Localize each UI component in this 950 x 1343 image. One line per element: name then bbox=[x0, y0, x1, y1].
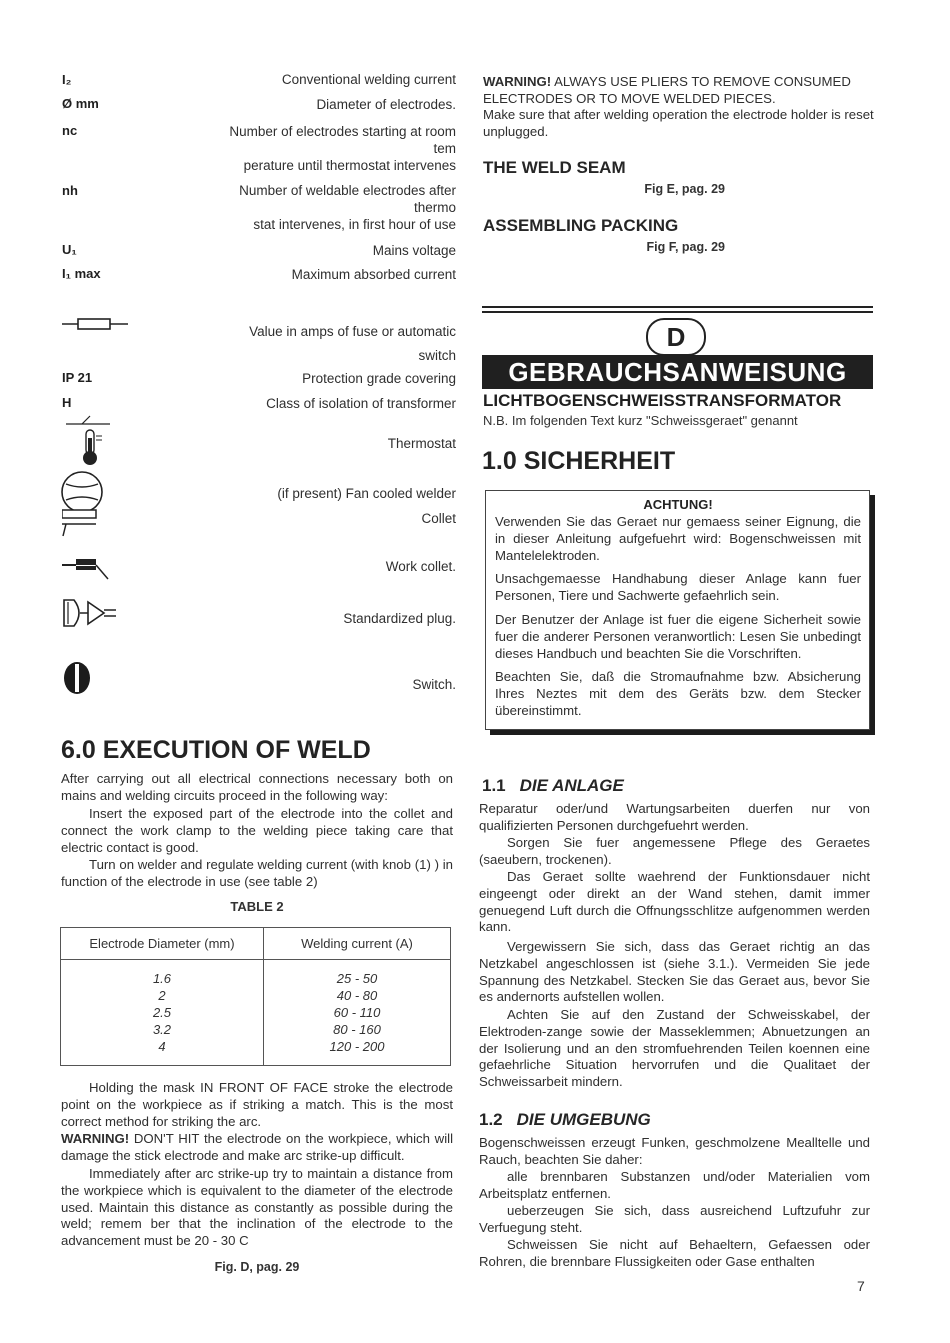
umgebung-paragraph-4: Schweissen Sie nicht auf Behaeltern, Gefaessen oder Rohren, die brennbare Flussigkeiten oder Gase enthalten bbox=[479, 1237, 870, 1269]
right-warning bbox=[483, 73, 874, 107]
warning-box-paragraph-4: Beachten Sie, daß die Stromaufnahme bzw. Absicherung Ihres Neztes mit dem des Geräts bzw. dem Stecker übereinstimmt. bbox=[495, 669, 861, 718]
legend-desc-diameter: Diameter of electrodes. bbox=[316, 97, 456, 112]
right-warning-text: ALWAYS USE PLIERS TO REMOVE CONSUMED ELECTRODES OR TO MOVE WELDED PIECES. bbox=[483, 74, 851, 106]
legend-symbol-ip21: IP 21 bbox=[62, 370, 93, 385]
table-header-current: Welding current (A) bbox=[264, 928, 451, 960]
warning-box-paragraph-1: Verwenden Sie das Geraet nur gemaess seiner Eignung, die in dieser Anleitung aufgefuehrt wird: Bogenschweissen mit Mantelelektroden. bbox=[495, 514, 861, 563]
section-heading-sicherheit: 1.0 SICHERHEIT bbox=[482, 447, 676, 475]
subsection-number-1-1: 1.1 bbox=[482, 776, 506, 795]
work-collet-icon bbox=[62, 555, 114, 581]
assembling-packing-reference: Fig F, pag. 29 bbox=[646, 240, 725, 254]
assembling-packing-heading: ASSEMBLING PACKING bbox=[483, 216, 679, 235]
section-divider-bottom bbox=[482, 311, 873, 313]
collet-icon bbox=[62, 508, 102, 538]
umgebung-paragraph-1: Bogenschweissen erzeugt Funken, geschmolzene Mealltelle und Rauch, beachten Sie daher: bbox=[479, 1135, 870, 1167]
table-cell-diameters: 1.6 2 2.5 3.2 4 bbox=[61, 960, 264, 1066]
subsection-heading-umgebung bbox=[479, 1110, 651, 1130]
subsection-number-1-2: 1.2 bbox=[479, 1110, 503, 1129]
weld-seam-reference: Fig E, pag. 29 bbox=[644, 182, 725, 196]
legend-desc-work-collet: Work collet. bbox=[385, 559, 456, 574]
warning-label: WARNING! bbox=[61, 1131, 130, 1146]
thermostat-icon bbox=[64, 410, 114, 468]
table-header-diameter: Electrode Diameter (mm) bbox=[61, 928, 264, 960]
legend-symbol-nh: nh bbox=[62, 183, 78, 198]
right-warning-text-2: Make sure that after welding operation the electrode holder is reset unplugged. bbox=[483, 107, 874, 139]
warning-box-paragraph-3: Der Benutzer der Anlage ist fuer die eigene Sicherheit sowie fuer die anderer Personen veranwortlich: Lesen Sie unbedingt dieses Handbuch und beachten Sie die Vorschriften. bbox=[495, 611, 861, 661]
execution-paragraph-2: Insert the exposed part of the electrode into the collet and connect the work clamp to the welding piece taking care that electric contact is good. bbox=[61, 806, 453, 855]
subsection-title-umgebung: DIE UMGEBUNG bbox=[516, 1110, 651, 1129]
legend-desc-thermostat: Thermostat bbox=[387, 436, 456, 451]
anlage-paragraph-2: Sorgen Sie fuer angemessene Pflege des Geraetes (saeubern, trockenen). bbox=[479, 835, 870, 867]
warning-text: DON'T HIT the electrode on the workpiece, which will damage the stick electrode and make arc strike-up difficult. bbox=[61, 1131, 453, 1163]
fig-d-reference: Fig. D, pag. 29 bbox=[214, 1260, 300, 1274]
legend-desc-nc: Number of electrodes starting at room tem perature until thermostat intervenes bbox=[229, 124, 456, 173]
execution-warning bbox=[61, 1131, 453, 1165]
table-cell-currents: 25 - 50 40 - 80 60 - 110 80 - 160 120 - 200 bbox=[264, 960, 451, 1066]
language-badge: D bbox=[646, 318, 706, 356]
umgebung-paragraph-3: ueberzeugen Sie sich, dass ausreichend Luftzufuhr zur Verfuegung steht. bbox=[479, 1203, 870, 1235]
warning-box bbox=[485, 490, 870, 730]
legend-desc-h: Class of isolation of transformer bbox=[266, 396, 456, 411]
anlage-paragraph-3: Das Geraet sollte waehrend der Funktionsdauer nicht eingeengt oder direkt an der Wand stehen, damit immer genuegend Luft durch die Offnungsschlitze aufgenommen werden kann. bbox=[479, 869, 870, 935]
weld-seam-heading: THE WELD SEAM bbox=[483, 158, 626, 177]
anlage-paragraph-4: Vergewissern Sie sich, dass das Geraet richtig an das Netzkabel angeschlossen ist (siehe 3.1.). Vermeiden Sie jede Spannung des Netzkabel. Stecken Sie das Geraet aus, bevor Sie es andernorts aufstellen wollen. bbox=[479, 939, 870, 1005]
legend-desc-i2: Conventional welding current bbox=[281, 72, 456, 87]
legend-symbol-h: H bbox=[62, 395, 72, 410]
section-divider-top bbox=[482, 306, 873, 308]
legend-desc-ip21: Protection grade covering bbox=[302, 371, 456, 386]
right-warning-label: WARNING! bbox=[483, 74, 552, 89]
execution-paragraph-3: Turn on welder and regulate welding current (with knob (1) ) in function of the electrode in use (see table 2) bbox=[61, 857, 453, 889]
anlage-paragraph-1: Reparatur oder/und Wartungsarbeiten duerfen nur von qualifizierten Personen durchgefuehrt werden. bbox=[479, 801, 870, 833]
legend-desc-switch: Switch. bbox=[412, 677, 456, 692]
execution-paragraph-1: After carrying out all electrical connections necessary both on mains and welding circuits proceed in the following way: bbox=[61, 771, 453, 803]
legend-symbol-u1: U₁ bbox=[62, 242, 77, 257]
legend-desc-nh: Number of weldable electrodes after thermo stat intervenes, in first hour of use bbox=[239, 183, 456, 232]
subsection-heading-anlage bbox=[482, 776, 624, 796]
umgebung-paragraph-2: alle brennbaren Substanzen und/oder Materialien vom Arbeitsplatz entfernen. bbox=[479, 1169, 870, 1201]
document-title: LICHTBOGENSCHWEISSTRANSFORMATOR bbox=[483, 391, 842, 410]
subsection-title-anlage: DIE ANLAGE bbox=[519, 776, 624, 795]
warning-box-paragraph-2: Unsachgemaesse Handhabung dieser Anlage kann fuer Personen, Tiere und Sachwerte gefaehrlich sein. bbox=[495, 571, 861, 604]
electrode-table bbox=[60, 927, 451, 1066]
page-number: 7 bbox=[857, 1278, 865, 1294]
execution-paragraph-6: Immediately after arc strike-up try to maintain a distance from the workpiece which is equivalent to the diameter of the electrode used. Maintain this distance as constantly as possible during the weld; remem ber that the inclination of the electrode to the advancement must be 20 - 30 C bbox=[61, 1166, 453, 1249]
anlage-paragraph-5: Achten Sie auf den Zustand der Schweisskabel, der Elektroden-zange sowie der Masseklemmen; Abnuetzungen an der Isolierung und an den stromfuehrenden Teilen koennen eine gefaehrliche Situation hervorrufen und die Qualitaet der Schweissarbeit mindern. bbox=[479, 1007, 870, 1090]
table-title: TABLE 2 bbox=[230, 899, 284, 914]
switch-icon bbox=[62, 660, 94, 696]
plug-icon bbox=[62, 598, 128, 628]
legend-symbol-nc: nc bbox=[62, 123, 78, 138]
legend-desc-u1: Mains voltage bbox=[372, 243, 456, 258]
section-heading-execution: 6.0 EXECUTION OF WELD bbox=[61, 736, 371, 764]
warning-box-title: ACHTUNG! bbox=[643, 497, 713, 512]
legend-desc-fuse: Value in amps of fuse or automatic switch bbox=[249, 324, 456, 363]
instructions-banner: GEBRAUCHSANWEISUNG bbox=[482, 355, 873, 389]
legend-symbol-i1max: I₁ max bbox=[62, 266, 101, 281]
legend-symbol-diameter: Ø mm bbox=[62, 96, 99, 111]
legend-desc-plug: Standardized plug. bbox=[343, 611, 456, 626]
execution-paragraph-4: Holding the mask IN FRONT OF FACE stroke the electrode point on the workpiece as if striking a match. This is the most correct method for striking the arc. bbox=[61, 1080, 453, 1129]
legend-symbol-i2: I₂ bbox=[62, 72, 72, 87]
fuse-icon bbox=[62, 316, 128, 332]
legend-desc-i1max: Maximum absorbed current bbox=[291, 267, 456, 282]
legend-desc-collet: Collet bbox=[421, 511, 456, 526]
document-note: N.B. Im folgenden Text kurz "Schweissgeraet" genannt bbox=[483, 413, 798, 428]
legend-desc-fan: (if present) Fan cooled welder bbox=[277, 486, 456, 501]
